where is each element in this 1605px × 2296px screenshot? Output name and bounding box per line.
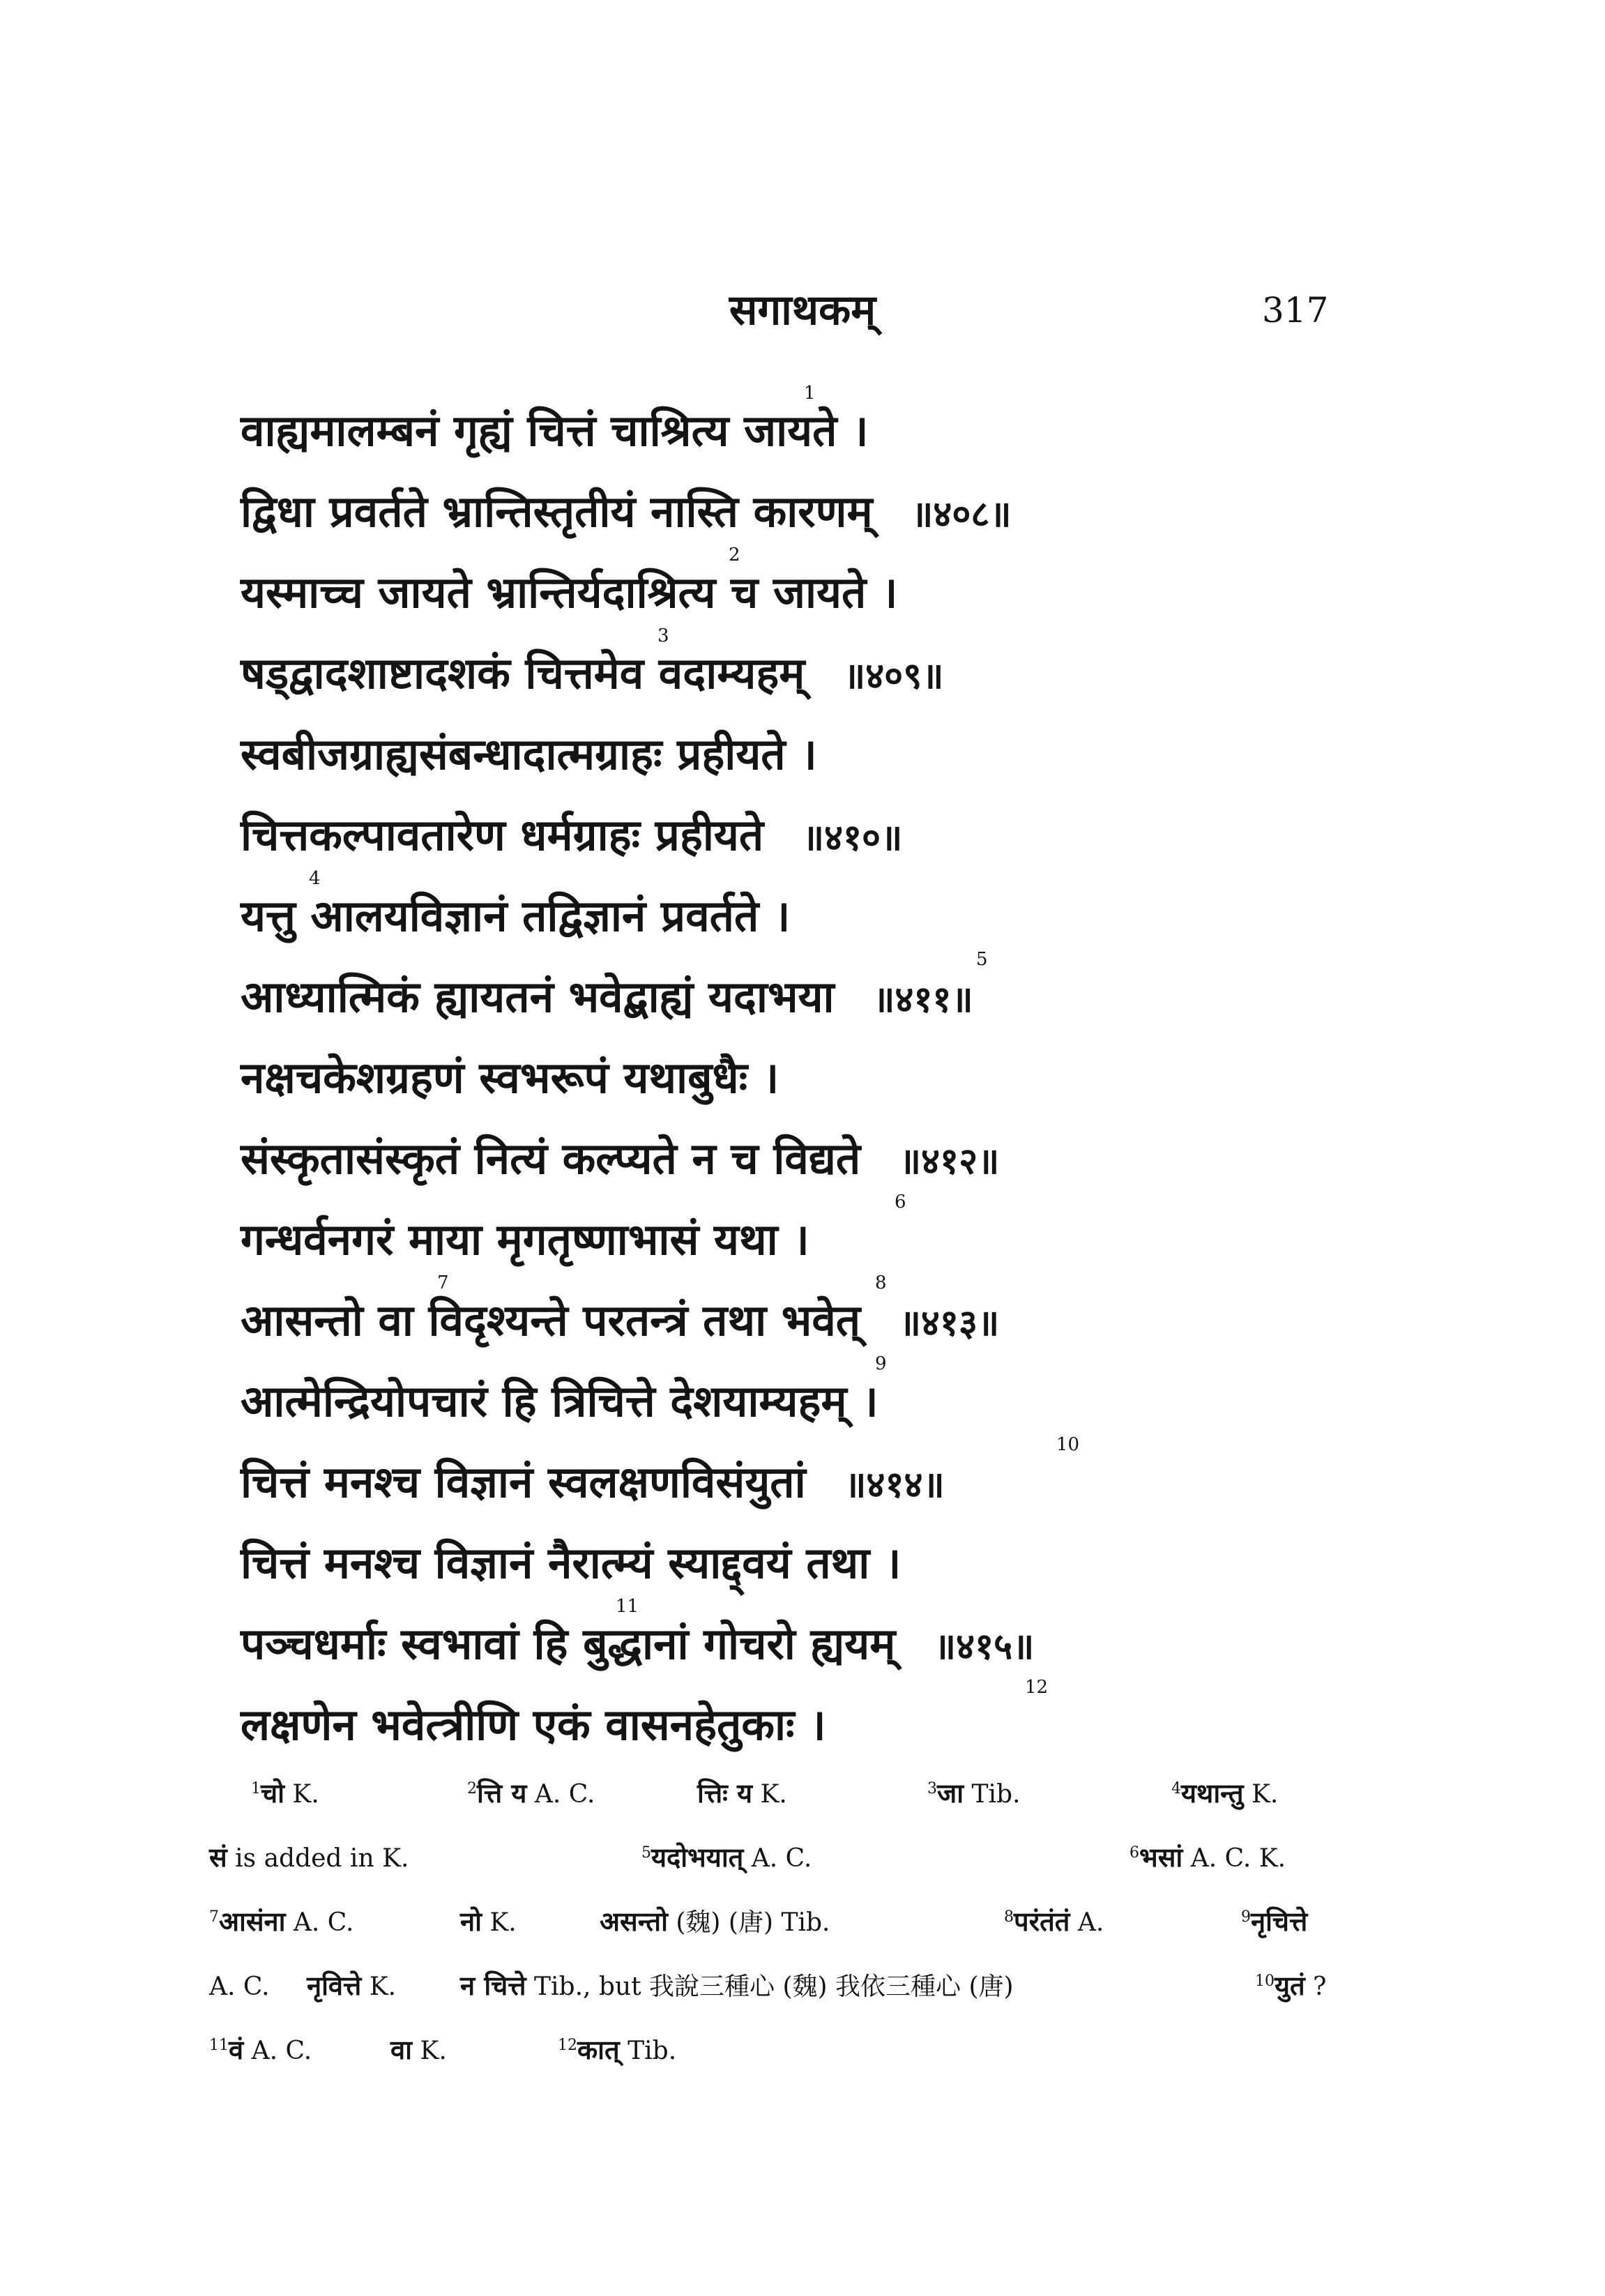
footnote-source: ? [1304, 1972, 1327, 2001]
verse-line [241, 1037, 1370, 1118]
running-title: सगाथकम् [729, 286, 876, 335]
footnote-source: A. C. [743, 1844, 812, 1873]
verse-line [241, 545, 1370, 633]
footnote-item [1171, 1757, 1278, 1827]
verse-number: ॥४०९॥ [843, 655, 944, 697]
verse-line [241, 868, 1370, 957]
footnote-reading: यदोभयात् [651, 1842, 744, 1873]
footnote-item [209, 1885, 354, 1955]
footnote-source: Tib. [619, 2037, 677, 2065]
footnote-reading: युतं [1275, 1970, 1305, 2001]
verse-line [241, 1523, 1370, 1604]
footnote-reading: त्तिः य [697, 1778, 753, 1809]
footnote-reading: भसां [1139, 1842, 1183, 1873]
verse-line [241, 1353, 1370, 1442]
footnote-marker: 3 [657, 625, 669, 646]
verse-number: ॥४११॥ [873, 979, 973, 1021]
verse-text: पञ्चधर्माः स्वभावां हि बुद्धानां गोचरो ह्ययम् [241, 1618, 896, 1669]
footnote-number: 4 [1171, 1780, 1181, 1797]
footnote-line [209, 1885, 1387, 1949]
footnote-item [641, 1821, 812, 1891]
footnote-number: 8 [1004, 1908, 1014, 1926]
footnote-item [600, 1885, 830, 1955]
footnote-source: A. C. K. [1182, 1844, 1286, 1873]
verse-number: ॥४१२॥ [899, 1141, 1000, 1183]
verse-line [241, 1192, 1370, 1280]
verse-text: आत्मेन्द्रियोपचारं हि त्रिचित्ते देशयाम्यहम् । [241, 1376, 878, 1427]
footnote-reading: परंतंतं [1014, 1906, 1070, 1937]
footnote-marker: 11 [616, 1596, 639, 1617]
footnote-item [390, 2014, 447, 2083]
footnote-item [209, 1949, 270, 2019]
footnote-source: (魏) (唐) Tib. [667, 1908, 830, 1937]
footnote-item [927, 1757, 1021, 1827]
verse-text: द्विधा प्रवर्तते भ्रान्तिस्तृतीयं नास्ति कारणम् [241, 486, 873, 537]
verse-text: लक्षणेन भवेत्त्रीणि एकं वासनहेतुकाः । [241, 1699, 826, 1750]
verse-number: ॥४१४॥ [844, 1464, 945, 1506]
footnote-reading: वं [229, 2035, 244, 2065]
footnote-source: K. [284, 1780, 319, 1809]
verse-line [241, 1677, 1370, 1765]
verse-line [241, 1596, 1370, 1685]
footnote-source: A. C. [285, 1908, 354, 1937]
footnote-number: 12 [558, 2037, 577, 2054]
footnote-item [1241, 1885, 1307, 1955]
footnote-number: 9 [1241, 1908, 1251, 1926]
footnote-number: 5 [641, 1844, 651, 1862]
verse-text: यस्माच्च जायते भ्रान्तिर्यदाश्रित्य च जायते । [241, 567, 898, 618]
verse-text: नक्षचकेशग्रहणं स्वभरूपं यथाबुधैः । [241, 1052, 779, 1103]
footnote-reading: चो [261, 1778, 284, 1809]
footnote-marker: 10 [1056, 1434, 1080, 1455]
footnote-source: A. C. [526, 1780, 595, 1809]
verse-block [241, 383, 1370, 1765]
footnote-marker: 1 [804, 383, 816, 404]
footnote-item [1255, 1949, 1326, 2019]
verse-line [241, 714, 1370, 795]
footnote-reading: यथान्तु [1181, 1778, 1244, 1809]
footnote-marker: 5 [976, 949, 988, 970]
footnote-item [251, 1757, 319, 1827]
footnote-marker: 4 [309, 868, 321, 889]
footnote-number: 3 [927, 1780, 937, 1797]
footnote-line [209, 1757, 1387, 1821]
verse-number: ॥४०८॥ [911, 494, 1012, 535]
footnote-reading: न चित्ते [460, 1970, 526, 2001]
verse-line [241, 1434, 1370, 1523]
footnote-marker: 7 [437, 1272, 449, 1293]
footnote-number: 7 [209, 1908, 219, 1926]
footnote-item [209, 1821, 409, 1891]
verse-line [241, 949, 1370, 1037]
footnote-marker: 12 [1025, 1677, 1049, 1698]
verse-text: षड्द्वादशाष्टादशकं चित्तमेव वदाम्यहम् [241, 648, 805, 699]
footnote-item [460, 1885, 517, 1955]
footnote-source: K. [411, 2037, 447, 2065]
footnote-marker: 6 [895, 1192, 906, 1212]
footnote-item [307, 1949, 396, 2019]
footnote-source: K. [1243, 1780, 1279, 1809]
footnote-reading: असन्तो [600, 1906, 668, 1937]
footnotes [209, 1757, 1387, 2078]
verse-text: यत्तु आलयविज्ञानं तद्विज्ञानं प्रवर्तते । [241, 890, 791, 941]
footnote-marker: 2 [729, 545, 740, 565]
footnote-marker: 9 [875, 1353, 887, 1374]
footnote-reading: सं [209, 1842, 227, 1873]
verse-text: आसन्तो वा विदृश्यन्ते परतन्त्रं तथा भवेत् [241, 1295, 861, 1346]
footnote-number: 1 [251, 1780, 261, 1797]
page-number: 317 [1262, 290, 1329, 330]
footnote-source: A. C. [209, 1972, 270, 2001]
footnote-source: K. [752, 1780, 787, 1809]
footnote-line [209, 1821, 1387, 1885]
footnote-reading: आसंना [219, 1906, 286, 1937]
footnote-reading: वा [390, 2035, 412, 2065]
footnote-source: A. C. [243, 2037, 312, 2065]
verse-line [241, 795, 1370, 876]
footnote-item [467, 1757, 595, 1827]
verse-text: वाह्यमालम्बनं गृह्यं चित्तं चाश्रित्य जायते । [241, 405, 869, 456]
footnote-item [1004, 1885, 1104, 1955]
verse-text: चित्तकल्पावतारेण धर्मग्राहः प्रहीयते [241, 809, 764, 860]
verse-number: ॥४१३॥ [899, 1302, 1000, 1344]
footnote-source: Tib., but 我說三種心 (魏) 我依三種心 (唐) [526, 1972, 1014, 2001]
footnote-item [460, 1949, 1014, 2019]
footnote-source: Tib. [964, 1780, 1021, 1809]
footnote-source: is added in K. [227, 1844, 409, 1873]
verse-number: ॥४१५॥ [934, 1626, 1035, 1668]
footnote-item [1129, 1821, 1286, 1891]
footnote-line [209, 1949, 1387, 2014]
verse-text: संस्कृतासंस्कृतं नित्यं कल्प्यते न च विद्यते [241, 1133, 861, 1184]
footnote-number: 10 [1255, 1972, 1275, 1990]
footnote-source: K. [481, 1908, 517, 1937]
running-head [0, 282, 1605, 338]
footnote-item [209, 2014, 312, 2083]
verse-line [241, 1118, 1370, 1199]
verse-text: गन्धर्वनगरं माया मृगतृष्णाभासं यथा । [241, 1214, 809, 1265]
footnote-line [209, 2014, 1387, 2078]
verse-text: आध्यात्मिकं ह्यायतनं भवेद्बाह्यं यदाभया [241, 971, 835, 1022]
verse-line [241, 471, 1370, 552]
footnote-source: A. [1070, 1908, 1104, 1937]
verse-text: स्वबीजग्राह्यसंबन्धादात्मग्राहः प्रहीयते । [241, 729, 817, 780]
footnote-item [697, 1757, 787, 1827]
footnote-number: 2 [467, 1780, 477, 1797]
verse-line [241, 625, 1370, 714]
verse-text: चित्तं मनश्च विज्ञानं स्वलक्षणविसंयुतां [241, 1457, 806, 1507]
footnote-reading: जा [937, 1778, 964, 1809]
footnote-number: 11 [209, 2037, 229, 2054]
footnote-marker: 8 [875, 1272, 887, 1293]
verse-line [241, 383, 1370, 471]
footnote-reading: त्ति य [477, 1778, 527, 1809]
verse-number: ॥४१०॥ [802, 817, 903, 859]
footnote-reading: नृचित्ते [1251, 1906, 1308, 1937]
footnote-item [558, 2014, 676, 2083]
verse-line [241, 1272, 1370, 1361]
footnote-reading: कात् [577, 2035, 620, 2065]
footnote-number: 6 [1129, 1844, 1139, 1862]
verse-text: चित्तं मनश्च विज्ञानं नैरात्म्यं स्याद्द्वयं तथा । [241, 1537, 902, 1588]
footnote-reading: नो [460, 1906, 482, 1937]
footnote-reading: नृवित्ते [307, 1970, 362, 2001]
footnote-source: K. [361, 1972, 397, 2001]
